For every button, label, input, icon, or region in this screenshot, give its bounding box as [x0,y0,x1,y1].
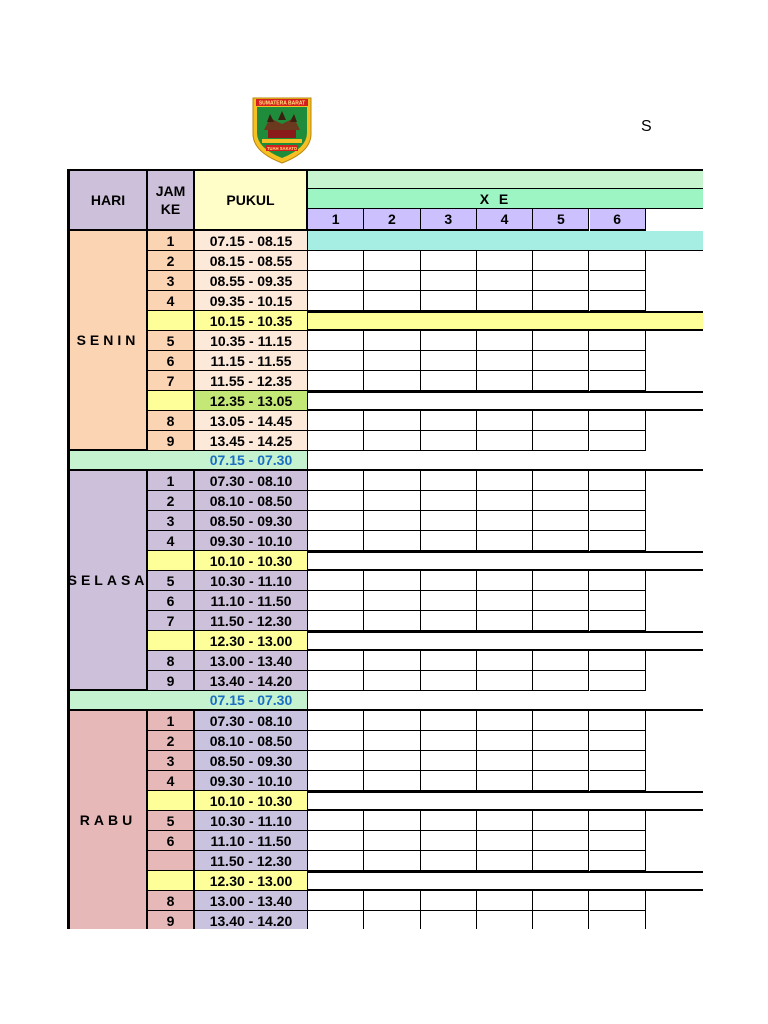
schedule-cell [590,711,646,731]
schedule-cell [477,431,533,451]
pukul-cell: 13.00 - 13.40 [195,651,308,671]
pukul-cell: 13.05 - 14.45 [195,411,308,431]
schedule-cell [477,671,533,691]
pukul-cell: 10.30 - 11.10 [195,811,308,831]
break-band [308,871,703,891]
pre-row-time: 07.15 - 07.30 [195,691,308,711]
schedule-cell [364,711,420,731]
schedule-cell [590,411,646,431]
schedule-cell [364,431,420,451]
schedule-cell [364,351,420,371]
schedule-cell [421,811,477,831]
jam-cell [148,391,195,411]
schedule-cell [308,851,364,871]
schedule-cell [533,611,589,631]
schedule-cell [533,271,589,291]
schedule-cell [421,611,477,631]
schedule-cell [308,271,364,291]
schedule-cell [421,491,477,511]
schedule-cell [590,651,646,671]
schedule-cell [590,471,646,491]
schedule-cell [477,831,533,851]
schedule-cell [477,851,533,871]
schedule-cell [533,891,589,911]
svg-text:SUMATERA BARAT: SUMATERA BARAT [258,100,306,107]
schedule-cell [590,831,646,851]
schedule-cell [421,851,477,871]
schedule-cell [308,751,364,771]
schedule-cell [364,371,420,391]
schedule-cell [590,251,646,271]
header-column-3: 3 [421,209,477,231]
schedule-cell [590,731,646,751]
pukul-cell: 12.30 - 13.00 [195,631,308,651]
schedule-cell [308,491,364,511]
pre-row-band [308,451,703,471]
header-column-1: 1 [308,209,364,231]
pre-row-blank [67,691,195,711]
pukul-cell: 13.40 - 14.20 [195,911,308,929]
jam-cell [148,791,195,811]
pre-row-blank [67,451,195,471]
schedule-cell [590,531,646,551]
schedule-cell [308,291,364,311]
schedule-cell [533,911,589,929]
schedule-cell [421,891,477,911]
schedule-cell [590,571,646,591]
schedule-table [67,169,703,929]
jam-cell: 4 [148,531,195,551]
schedule-cell [590,291,646,311]
header-class-label: X E [308,189,703,209]
schedule-cell [477,491,533,511]
schedule-cell [477,411,533,431]
title-cut-letter: S [641,118,652,135]
schedule-cell [533,511,589,531]
schedule-cell [308,911,364,929]
schedule-cell [308,731,364,751]
schedule-cell [308,511,364,531]
schedule-cell [477,911,533,929]
jam-cell: 2 [148,731,195,751]
schedule-cell [364,671,420,691]
jam-cell: 1 [148,231,195,251]
schedule-cell [364,611,420,631]
schedule-cell [421,711,477,731]
schedule-cell [308,891,364,911]
schedule-cell [308,471,364,491]
header-column-6: 6 [590,209,646,231]
schedule-cell [421,471,477,491]
pre-row-band [308,691,703,711]
schedule-cell [477,651,533,671]
schedule-cell [477,371,533,391]
jam-cell: 8 [148,651,195,671]
pukul-cell: 11.10 - 11.50 [195,831,308,851]
header-column-5: 5 [533,209,589,231]
pukul-cell: 09.30 - 10.10 [195,531,308,551]
day-rabu: RABU [67,711,148,929]
pukul-cell: 10.30 - 11.10 [195,571,308,591]
jam-cell [148,871,195,891]
day-senin: SENIN [67,231,148,451]
break-band [308,311,703,331]
schedule-cell [477,271,533,291]
schedule-cell [590,371,646,391]
pukul-cell: 10.35 - 11.15 [195,331,308,351]
schedule-cell [308,351,364,371]
schedule-cell [421,651,477,671]
schedule-cell [364,811,420,831]
schedule-cell [421,331,477,351]
pukul-cell: 10.10 - 10.30 [195,551,308,571]
schedule-cell [590,591,646,611]
schedule-cell [590,331,646,351]
jam-cell: 6 [148,351,195,371]
schedule-cell [590,751,646,771]
schedule-cell [421,251,477,271]
jam-cell: 3 [148,271,195,291]
schedule-cell [308,671,364,691]
schedule-cell [533,491,589,511]
jam-cell [148,851,195,871]
pukul-cell: 12.30 - 13.00 [195,871,308,891]
schedule-cell [364,511,420,531]
pre-row-time: 07.15 - 07.30 [195,451,308,471]
schedule-cell [533,831,589,851]
schedule-cell [477,471,533,491]
pukul-cell: 11.55 - 12.35 [195,371,308,391]
schedule-cell [364,411,420,431]
break-band [308,391,703,411]
schedule-cell [308,651,364,671]
schedule-cell [477,531,533,551]
schedule-cell [421,431,477,451]
jam-cell: 6 [148,591,195,611]
pukul-cell: 08.50 - 09.30 [195,751,308,771]
jam-cell: 9 [148,911,195,929]
schedule-cell [421,411,477,431]
pukul-cell: 10.10 - 10.30 [195,791,308,811]
schedule-cell [364,471,420,491]
header-pukul: PUKUL [195,169,308,231]
jam-cell: 2 [148,251,195,271]
schedule-cell [308,331,364,351]
schedule-cell [421,911,477,929]
schedule-cell [477,611,533,631]
schedule-cell [477,711,533,731]
jam-cell: 5 [148,811,195,831]
jam-cell: 4 [148,771,195,791]
schedule-cell [421,831,477,851]
schedule-cell [477,591,533,611]
day-selasa: SELASA [67,471,148,691]
schedule-cell [533,671,589,691]
schedule-cell [533,411,589,431]
schedule-cell [533,531,589,551]
schedule-cell [421,351,477,371]
break-band [308,791,703,811]
schedule-cell [590,271,646,291]
header-column-2: 2 [364,209,420,231]
schedule-cell [308,431,364,451]
schedule-cell [308,711,364,731]
schedule-cell [364,251,420,271]
header-hari: HARI [67,169,148,231]
schedule-cell [590,511,646,531]
schedule-cell [364,751,420,771]
schedule-cell [308,411,364,431]
schedule-cell [308,811,364,831]
jam-cell [148,311,195,331]
schedule-cell [421,591,477,611]
schedule-cell [308,571,364,591]
schedule-cell [421,771,477,791]
break-band [308,631,703,651]
schedule-cell [421,291,477,311]
schedule-cell [590,851,646,871]
schedule-cell [477,891,533,911]
schedule-cell [477,571,533,591]
schedule-cell [364,571,420,591]
schedule-cell [477,251,533,271]
schedule-cell [364,331,420,351]
schedule-cell [364,831,420,851]
schedule-cell [533,731,589,751]
pukul-cell: 07.30 - 08.10 [195,711,308,731]
schedule-cell [421,751,477,771]
jam-cell: 6 [148,831,195,851]
jam-cell: 9 [148,431,195,451]
header-column-4: 4 [477,209,533,231]
jam-cell [148,551,195,571]
schedule-cell [364,771,420,791]
schedule-cell [590,811,646,831]
schedule-cell [364,531,420,551]
schedule-cell [590,431,646,451]
schedule-cell [590,891,646,911]
schedule-cell [533,371,589,391]
header-top-band [308,169,703,189]
schedule-cell [590,911,646,929]
jam-cell: 1 [148,471,195,491]
pukul-cell: 08.10 - 08.50 [195,491,308,511]
schedule-cell [477,771,533,791]
schedule-cell [533,431,589,451]
schedule-cell [477,731,533,751]
pukul-cell: 07.15 - 08.15 [195,231,308,251]
pukul-cell: 08.15 - 08.55 [195,251,308,271]
schedule-cell [308,591,364,611]
pukul-cell: 11.50 - 12.30 [195,611,308,631]
schedule-cell [477,751,533,771]
schedule-cell [477,351,533,371]
sumatera-barat-logo [250,96,314,164]
schedule-cell [364,651,420,671]
schedule-cell [590,671,646,691]
schedule-cell [308,611,364,631]
schedule-cell [308,771,364,791]
schedule-cell [533,471,589,491]
pukul-cell: 08.55 - 09.35 [195,271,308,291]
schedule-cell [477,331,533,351]
schedule-cell [308,371,364,391]
schedule-cell [590,491,646,511]
schedule-cell [364,731,420,751]
schedule-cell [477,291,533,311]
jam-cell: 5 [148,331,195,351]
pukul-cell: 13.45 - 14.25 [195,431,308,451]
jam-cell: 8 [148,411,195,431]
schedule-cell [533,751,589,771]
schedule-cell [421,571,477,591]
schedule-cell [421,371,477,391]
pukul-cell: 11.15 - 11.55 [195,351,308,371]
schedule-cell [533,251,589,271]
schedule-cell [364,851,420,871]
jam-cell: 7 [148,611,195,631]
schedule-cell [533,331,589,351]
schedule-cell [364,291,420,311]
schedule-cell [421,271,477,291]
schedule-cell [364,591,420,611]
schedule-cell [308,831,364,851]
pukul-cell: 13.40 - 14.20 [195,671,308,691]
pukul-cell: 08.50 - 09.30 [195,511,308,531]
schedule-cell [533,591,589,611]
schedule-cell [590,351,646,371]
schedule-cell [421,531,477,551]
schedule-cell [533,851,589,871]
jam-cell: 8 [148,891,195,911]
pukul-cell: 10.15 - 10.35 [195,311,308,331]
schedule-cell [308,251,364,271]
jam-cell: 2 [148,491,195,511]
pukul-cell: 11.10 - 11.50 [195,591,308,611]
jam-cell [148,631,195,651]
schedule-cell [590,771,646,791]
pukul-cell: 13.00 - 13.40 [195,891,308,911]
svg-text:TUAH SAKATO: TUAH SAKATO [266,145,298,151]
schedule-cell [364,891,420,911]
schedule-cell [421,671,477,691]
schedule-cell [590,611,646,631]
schedule-cell [533,571,589,591]
pukul-cell: 08.10 - 08.50 [195,731,308,751]
schedule-cell [533,811,589,831]
first-row-band [308,231,703,251]
jam-cell: 9 [148,671,195,691]
schedule-cell [533,291,589,311]
jam-cell: 1 [148,711,195,731]
schedule-cell [364,271,420,291]
pukul-cell: 11.50 - 12.30 [195,851,308,871]
schedule-cell [533,771,589,791]
jam-cell: 4 [148,291,195,311]
jam-cell: 7 [148,371,195,391]
schedule-cell [533,351,589,371]
pukul-cell: 12.35 - 13.05 [195,391,308,411]
schedule-cell [308,531,364,551]
schedule-cell [477,811,533,831]
schedule-cell [364,911,420,929]
jam-cell: 3 [148,511,195,531]
schedule-cell [421,731,477,751]
schedule-cell [533,651,589,671]
jam-cell: 3 [148,751,195,771]
pukul-cell: 09.30 - 10.10 [195,771,308,791]
pukul-cell: 09.35 - 10.15 [195,291,308,311]
schedule-cell [364,491,420,511]
schedule-cell [477,511,533,531]
schedule-cell [533,711,589,731]
header-jam-ke: JAM KE [148,169,195,231]
jam-cell: 5 [148,571,195,591]
pukul-cell: 07.30 - 08.10 [195,471,308,491]
break-band [308,551,703,571]
schedule-cell [421,511,477,531]
